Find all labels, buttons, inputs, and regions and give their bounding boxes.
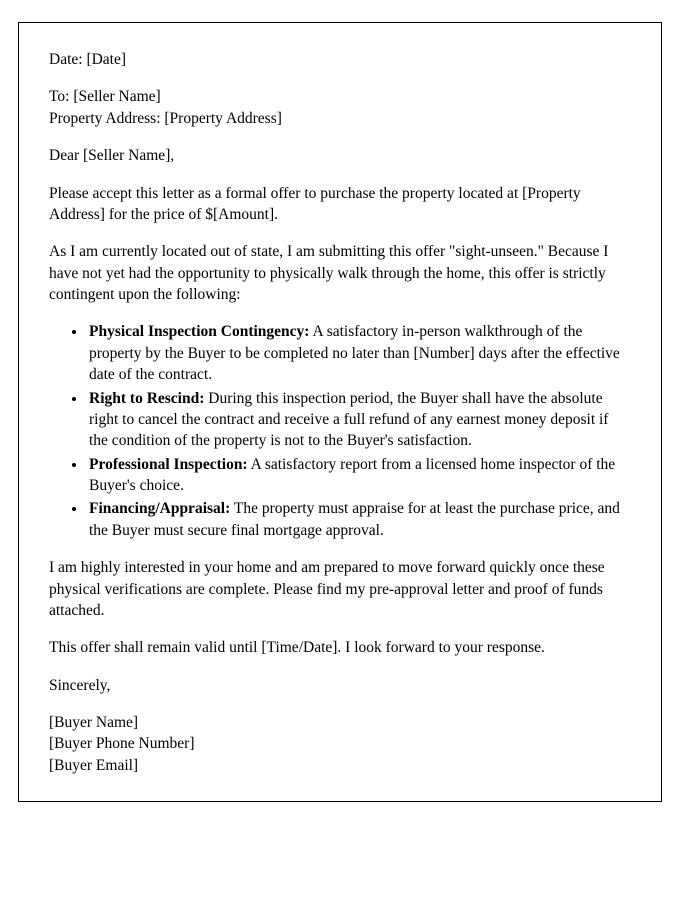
buyer-phone: [Buyer Phone Number] [49, 735, 195, 753]
paragraph-interest: I am highly interested in your home and am prepared to move forward quickly once these physical verifications are complete. Please find my pre-approval letter and proof of funds attached. [49, 559, 605, 619]
paragraph-sight-unseen: As I am currently located out of state, I am submitting this offer "sight-unseen." Because I have not yet had the opportunity to physically walk through the home, this offer is strictly contingent upon the following: [49, 243, 609, 303]
list-item [87, 388, 631, 452]
buyer-name: [Buyer Name] [49, 714, 139, 731]
list-item [87, 454, 631, 497]
spacer [49, 129, 631, 145]
letter-page [18, 22, 662, 802]
list-item [87, 498, 631, 541]
contingency-text: During this inspection period, the Buyer shall have the absolute right to cancel the contract and receive a full refund of any earnest money deposit if the condition of the property is not to the Buyer's satisfaction. [89, 389, 609, 450]
paragraph-validity: This offer shall remain valid until [Time/Date]. I look forward to your response. [49, 639, 545, 657]
signature-block [49, 712, 631, 776]
contingency-text: A satisfactory report from a licensed home inspector of the Buyer's choice. [89, 455, 616, 494]
list-item [87, 321, 631, 385]
contingency-label: Professional Inspection: [89, 455, 248, 473]
date-line: Date: [Date] [49, 51, 127, 68]
contingency-text: A satisfactory in-person walkthrough of the property by the Buyer to be completed no later than [Number] days after the effective date of the contract. [89, 323, 620, 384]
contingency-list [49, 321, 631, 541]
recipient-block [49, 86, 631, 129]
contingency-label: Physical Inspection Contingency: [89, 323, 310, 341]
salutation: Dear [Seller Name], [49, 147, 175, 165]
buyer-email: [Buyer Email] [49, 756, 139, 774]
closing: Sincerely, [49, 676, 111, 694]
contingency-text: The property must appraise for at least the purchase price, and the Buyer must secure final mortgage approval. [89, 500, 620, 539]
contingency-label: Right to Rescind: [89, 389, 205, 407]
letter-body [19, 23, 661, 776]
property-address-line: Property Address: [Property Address] [49, 109, 282, 127]
paragraph-offer: Please accept this letter as a formal offer to purchase the property located at [Property Address] for the price of $[Amount]. [49, 184, 581, 223]
to-line: To: [Seller Name] [49, 88, 161, 106]
contingency-label: Financing/Appraisal: [89, 500, 231, 518]
